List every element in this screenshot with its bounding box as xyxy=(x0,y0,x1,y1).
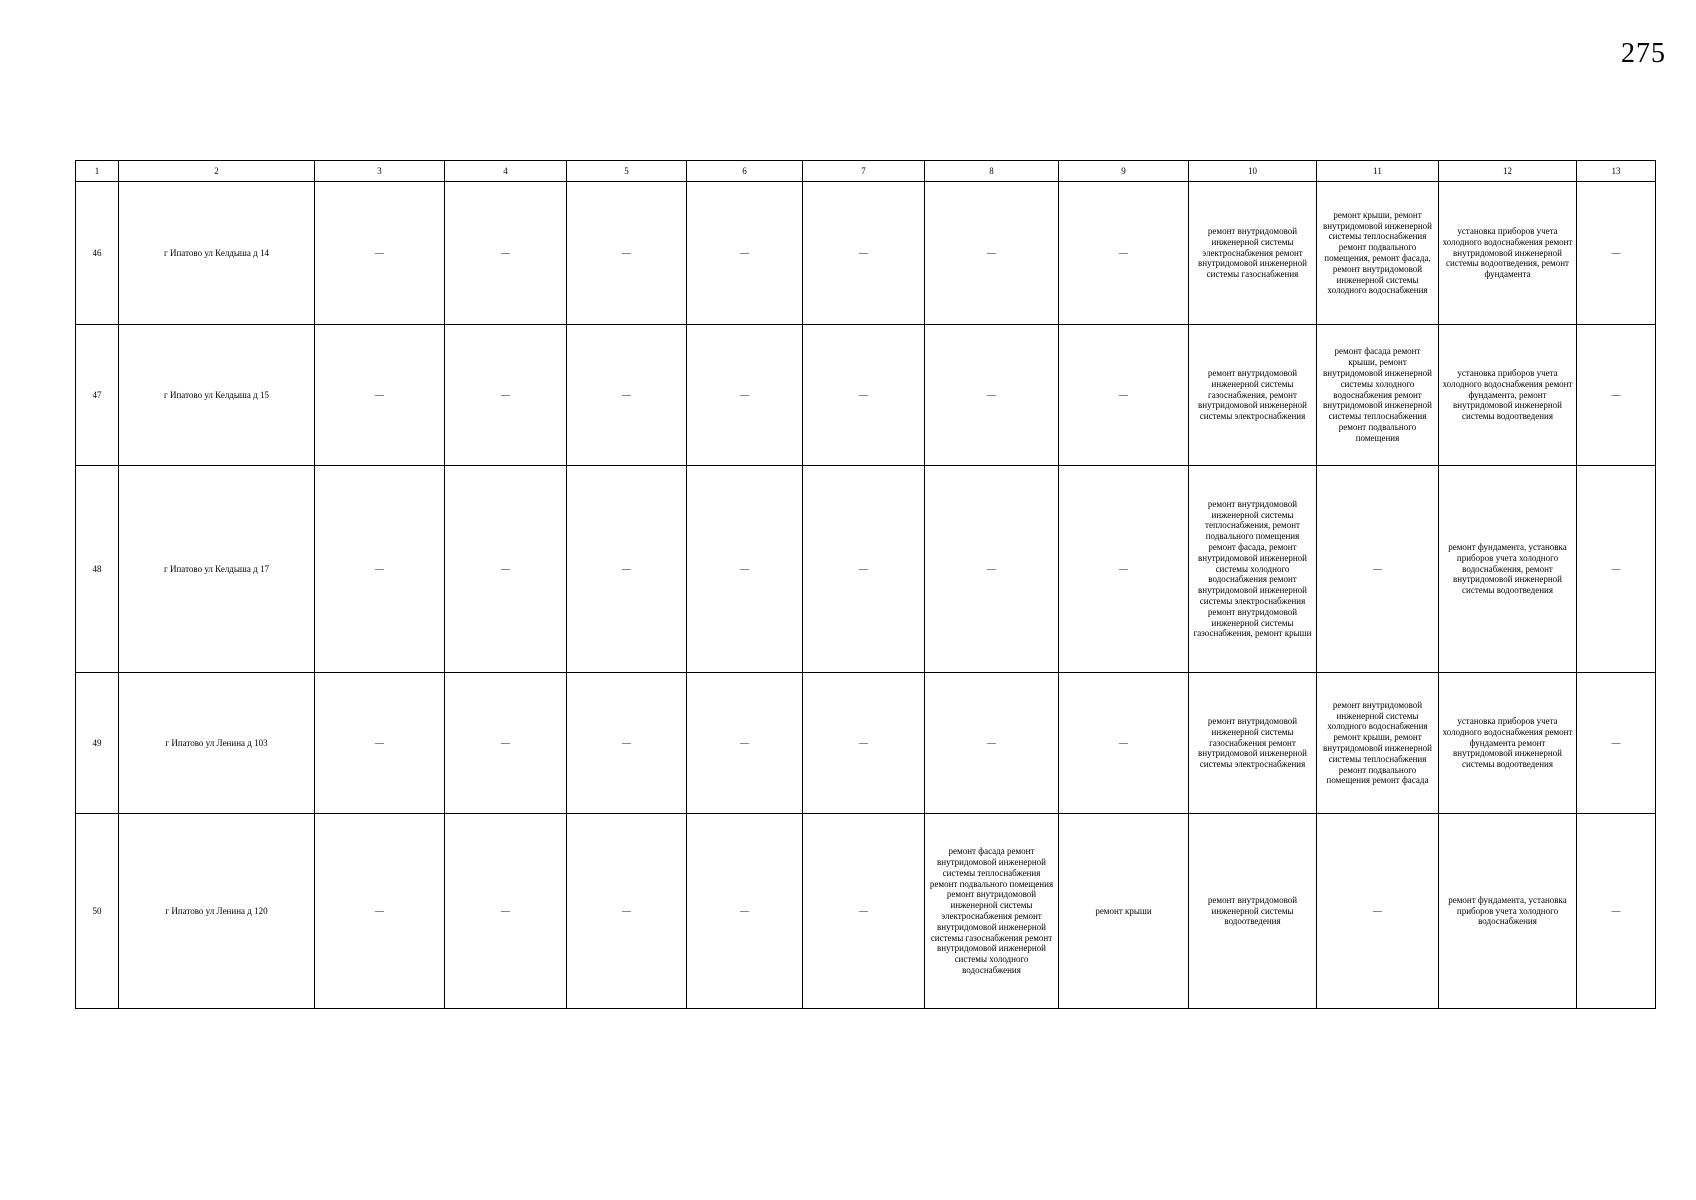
row-number: 50 xyxy=(76,814,119,1009)
column-header: 4 xyxy=(445,161,567,182)
dash-cell: — xyxy=(1059,325,1189,466)
column-header: 12 xyxy=(1439,161,1577,182)
table-row xyxy=(76,814,1656,1009)
work-cell: ремонт внутридомовой инженерной системы холодного водоснабжения ремонт крыши, ремонт внутридомовой инженерной системы теплоснабжения ремонт подвального помещения ремонт фасада xyxy=(1317,673,1439,814)
dash-cell: — xyxy=(687,814,803,1009)
column-number-row xyxy=(76,161,1656,182)
dash-cell: — xyxy=(445,466,567,673)
address-cell: г Ипатово ул Келдыша д 17 xyxy=(119,466,315,673)
dash-cell: — xyxy=(1059,673,1189,814)
dash-cell: — xyxy=(803,466,925,673)
dash-cell: — xyxy=(925,325,1059,466)
dash-cell: — xyxy=(1577,814,1656,1009)
row-number: 46 xyxy=(76,182,119,325)
dash-cell: — xyxy=(1317,814,1439,1009)
work-cell: ремонт крыши, ремонт внутридомовой инженерной системы теплоснабжения ремонт подвального помещения, ремонт фасада, ремонт внутридомовой инженерной системы холодного водоснабжения xyxy=(1317,182,1439,325)
table-row xyxy=(76,673,1656,814)
column-header: 7 xyxy=(803,161,925,182)
column-header: 3 xyxy=(315,161,445,182)
dash-cell: — xyxy=(803,673,925,814)
column-header: 8 xyxy=(925,161,1059,182)
row-number: 48 xyxy=(76,466,119,673)
work-cell: ремонт фундамента, установка приборов учета холодного водоснабжения, ремонт внутридомовой инженерной системы водоотведения xyxy=(1439,466,1577,673)
work-cell: ремонт внутридомовой инженерной системы газоснабжения ремонт внутридомовой инженерной системы электроснабжения xyxy=(1189,673,1317,814)
dash-cell: — xyxy=(1577,673,1656,814)
dash-cell: — xyxy=(567,466,687,673)
column-header: 5 xyxy=(567,161,687,182)
dash-cell: — xyxy=(445,182,567,325)
row-number: 47 xyxy=(76,325,119,466)
dash-cell: — xyxy=(925,466,1059,673)
work-cell: ремонт внутридомовой инженерной системы газоснабжения, ремонт внутридомовой инженерной системы электроснабжения xyxy=(1189,325,1317,466)
dash-cell: — xyxy=(925,673,1059,814)
dash-cell: — xyxy=(1577,325,1656,466)
row-number: 49 xyxy=(76,673,119,814)
column-header: 1 xyxy=(76,161,119,182)
dash-cell: — xyxy=(687,673,803,814)
address-cell: г Ипатово ул Келдыша д 14 xyxy=(119,182,315,325)
column-header: 6 xyxy=(687,161,803,182)
dash-cell: — xyxy=(567,673,687,814)
work-cell: установка приборов учета холодного водоснабжения ремонт фундамента ремонт внутридомовой инженерной системы водоотведения xyxy=(1439,673,1577,814)
dash-cell: — xyxy=(1059,182,1189,325)
dash-cell: — xyxy=(567,814,687,1009)
column-header: 13 xyxy=(1577,161,1656,182)
dash-cell: — xyxy=(687,325,803,466)
dash-cell: — xyxy=(687,182,803,325)
page-number: 275 xyxy=(1621,38,1666,69)
address-cell: г Ипатово ул Ленина д 103 xyxy=(119,673,315,814)
work-cell: ремонт внутридомовой инженерной системы теплоснабжения, ремонт подвального помещения ремонт фасада, ремонт внутридомовой инженерной системы холодного водоснабжения ремонт внутридомовой инженерной системы электроснабжения ремонт внутридомовой инженерной системы газоснабжения, ремонт крыши xyxy=(1189,466,1317,673)
dash-cell: — xyxy=(315,673,445,814)
dash-cell: — xyxy=(1317,466,1439,673)
repair-schedule-table xyxy=(75,160,1656,1009)
work-cell: ремонт крыши xyxy=(1059,814,1189,1009)
work-cell: установка приборов учета холодного водоснабжения ремонт фундамента, ремонт внутридомовой инженерной системы водоотведения xyxy=(1439,325,1577,466)
column-header: 10 xyxy=(1189,161,1317,182)
dash-cell: — xyxy=(315,814,445,1009)
work-cell: ремонт фасада ремонт внутридомовой инженерной системы теплоснабжения ремонт подвального помещения ремонт внутридомовой инженерной системы электроснабжения ремонт внутридомовой инженерной системы газоснабжения ремонт внутридомовой инженерной системы холодного водоснабжения xyxy=(925,814,1059,1009)
dash-cell: — xyxy=(445,325,567,466)
dash-cell: — xyxy=(567,325,687,466)
table-row xyxy=(76,182,1656,325)
dash-cell: — xyxy=(803,325,925,466)
address-cell: г Ипатово ул Келдыша д 15 xyxy=(119,325,315,466)
work-cell: установка приборов учета холодного водоснабжения ремонт внутридомовой инженерной системы водоотведения, ремонт фундамента xyxy=(1439,182,1577,325)
dash-cell: — xyxy=(687,466,803,673)
address-cell: г Ипатово ул Ленина д 120 xyxy=(119,814,315,1009)
table-row xyxy=(76,466,1656,673)
work-cell: ремонт внутридомовой инженерной системы электроснабжения ремонт внутридомовой инженерной системы газоснабжения xyxy=(1189,182,1317,325)
work-cell: ремонт внутридомовой инженерной системы водоотведения xyxy=(1189,814,1317,1009)
work-cell: ремонт фасада ремонт крыши, ремонт внутридомовой инженерной системы холодного водоснабжения ремонт внутридомовой инженерной системы теплоснабжения ремонт подвального помещения xyxy=(1317,325,1439,466)
column-header: 2 xyxy=(119,161,315,182)
column-header: 11 xyxy=(1317,161,1439,182)
work-cell: ремонт фундамента, установка приборов учета холодного водоснабжения xyxy=(1439,814,1577,1009)
dash-cell: — xyxy=(445,814,567,1009)
dash-cell: — xyxy=(315,182,445,325)
dash-cell: — xyxy=(803,814,925,1009)
dash-cell: — xyxy=(925,182,1059,325)
dash-cell: — xyxy=(567,182,687,325)
dash-cell: — xyxy=(803,182,925,325)
dash-cell: — xyxy=(445,673,567,814)
dash-cell: — xyxy=(1577,182,1656,325)
dash-cell: — xyxy=(315,325,445,466)
table-row xyxy=(76,325,1656,466)
column-header: 9 xyxy=(1059,161,1189,182)
dash-cell: — xyxy=(1577,466,1656,673)
dash-cell: — xyxy=(1059,466,1189,673)
dash-cell: — xyxy=(315,466,445,673)
